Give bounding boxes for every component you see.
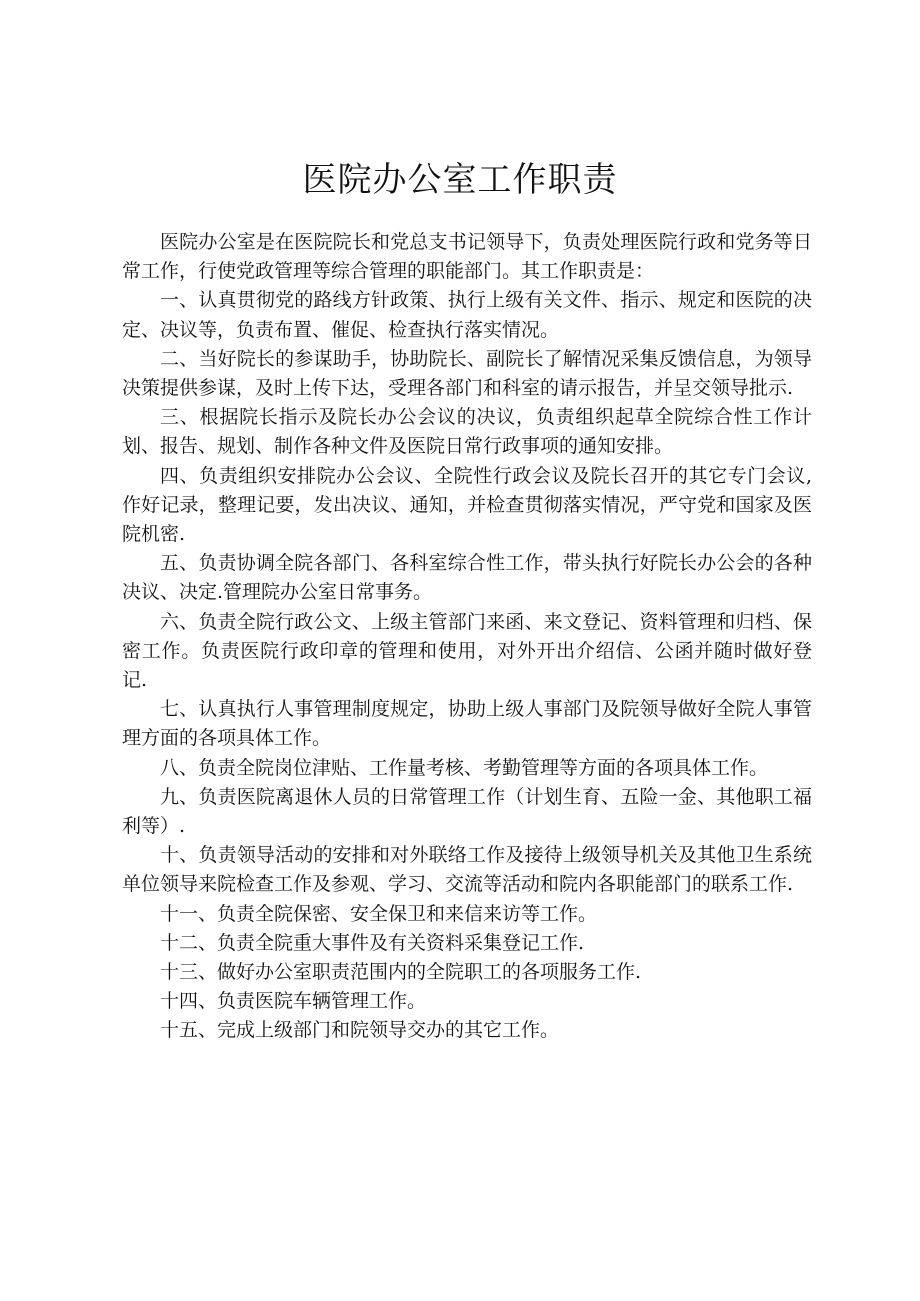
paragraph-duty-15: 十五、完成上级部门和院领导交办的其它工作。 xyxy=(160,1019,560,1042)
document-title: 医院办公室工作职责 xyxy=(302,160,618,200)
paragraph-intro: 医院办公室是在医院院长和党总支书记领导下，负责处理医院行政和党务等日常工作，行使党政管理等综合管理的职能部门。其工作职责是： xyxy=(122,231,812,283)
paragraph-duty-13: 十三、做好办公室职责范围内的全院职工的各项服务工作. xyxy=(160,961,642,984)
paragraph-duty-11: 十一、负责全院保密、安全保卫和来信来访等工作。 xyxy=(160,902,598,925)
paragraph-duty-14: 十四、负责医院车辆管理工作。 xyxy=(160,990,427,1013)
paragraph-duty-9: 九、负责医院离退休人员的日常管理工作（计划生育、五险一金、其他职工福利等）. xyxy=(122,785,812,838)
paragraph-duty-1: 一、认真贯彻党的路线方针政策、执行上级有关文件、指示、规定和医院的决定、决议等，负责布置、催促、检查执行落实情况。 xyxy=(122,289,812,341)
paragraph-duty-4: 四、负责组织安排院办公会议、全院性行政会议及院长召开的其它专门会议,作好记录，整理记要，发出决议、通知，并检查贯彻落实情况，严守党和国家及医院机密. xyxy=(122,464,812,546)
paragraph-duty-12: 十二、负责全院重大事件及有关资料采集登记工作. xyxy=(160,931,585,954)
paragraph-duty-10: 十、负责领导活动的安排和对外联络工作及接待上级领导机关及其他卫生系统单位领导来院检查工作及参观、学习、交流等活动和院内各职能部门的联系工作. xyxy=(122,844,812,896)
paragraph-duty-2: 二、当好院长的参谋助手，协助院长、副院长了解情况采集反馈信息，为领导决策提供参谋，及时上传下达，受理各部门和科室的请示报告，并呈交领导批示. xyxy=(122,347,812,400)
paragraph-duty-6: 六、负责全院行政公文、上级主管部门来函、来文登记、资料管理和归档、保密工作。负责医院行政印章的管理和使用，对外开出介绍信、公函并随时做好登记. xyxy=(122,610,812,692)
paragraph-duty-5: 五、负责协调全院各部门、各科室综合性工作，带头执行好院长办公会的各种决议、决定.管理院办公室日常事务。 xyxy=(122,552,812,604)
paragraph-duty-3: 三、根据院长指示及院长办公会议的决议，负责组织起草全院综合性工作计划、报告、规划、制作各种文件及医院日常行政事项的通知安排。 xyxy=(122,406,812,458)
document-body xyxy=(122,228,812,1046)
paragraph-duty-7: 七、认真执行人事管理制度规定，协助上级人事部门及院领导做好全院人事管理方面的各项具体工作。 xyxy=(122,698,812,750)
paragraph-duty-8: 八、负责全院岗位津贴、工作量考核、考勤管理等方面的各项具体工作。 xyxy=(160,756,769,779)
